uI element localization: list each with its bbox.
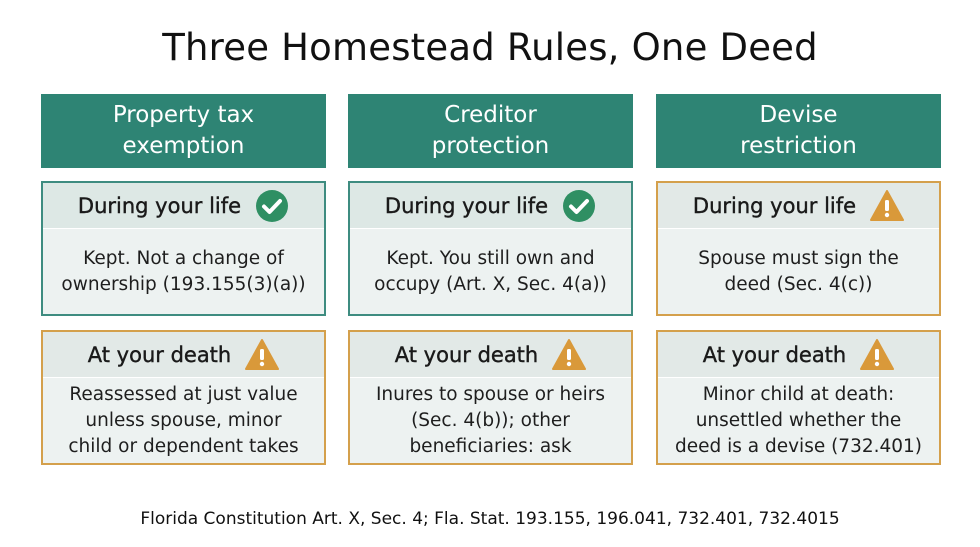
card-body <box>43 378 324 464</box>
column-header-line: protection <box>431 133 550 159</box>
card-heading <box>350 183 631 229</box>
card-heading <box>658 183 939 229</box>
column-devise-restriction <box>656 94 941 457</box>
warning-triangle-icon <box>860 338 894 372</box>
during-life-card <box>348 181 633 316</box>
check-circle-icon <box>562 189 596 223</box>
card-body <box>350 229 631 315</box>
column-header-line: Property tax <box>112 102 255 128</box>
footer-citation: Florida Constitution Art. X, Sec. 4; Fla. Stat. 193.155, 196.041, 732.401, 732.4015 <box>140 509 840 529</box>
card-body <box>43 229 324 315</box>
card-body-line: ownership (193.155(3)(a)) <box>61 274 306 295</box>
warning-triangle-icon <box>245 338 279 372</box>
card-body <box>658 378 939 464</box>
card-body-line: unless spouse, minor <box>85 410 282 431</box>
column-property-tax-exemption <box>41 94 326 457</box>
card-body-line: Minor child at death: <box>702 384 895 405</box>
card-body-line: deed (Sec. 4(c)) <box>724 274 873 295</box>
column-header <box>41 94 326 168</box>
card-body <box>658 229 939 315</box>
card-body-line: Spouse must sign the <box>698 248 899 269</box>
card-heading-label: During your life <box>77 193 242 218</box>
during-life-card <box>41 181 326 316</box>
warning-triangle-icon <box>552 338 586 372</box>
at-death-card <box>656 330 941 465</box>
card-heading <box>350 332 631 378</box>
at-death-card <box>348 330 633 465</box>
card-body-line: occupy (Art. X, Sec. 4(a)) <box>374 274 607 295</box>
at-death-card <box>41 330 326 465</box>
card-body-line: (Sec. 4(b)); other <box>411 410 570 431</box>
card-heading-label: At your death <box>702 342 847 367</box>
card-heading-label: During your life <box>384 193 549 218</box>
card-heading <box>658 332 939 378</box>
card-body <box>350 378 631 464</box>
card-heading-label: At your death <box>87 342 232 367</box>
card-heading-label: At your death <box>394 342 539 367</box>
card-body-line: child or dependent takes <box>68 436 299 457</box>
page-title: Three Homestead Rules, One Deed <box>162 26 818 69</box>
card-body-line: Inures to spouse or heirs <box>375 384 606 405</box>
warning-triangle-icon <box>870 189 904 223</box>
card-body-line: Kept. You still own and <box>386 248 595 269</box>
during-life-card <box>656 181 941 316</box>
check-circle-icon <box>255 189 289 223</box>
column-header-line: Devise <box>759 102 838 128</box>
column-creditor-protection <box>348 94 633 457</box>
column-header-line: exemption <box>122 133 245 159</box>
card-body-line: beneficiaries: ask <box>409 436 572 457</box>
card-body-line: unsettled whether the <box>695 410 902 431</box>
card-heading <box>43 183 324 229</box>
card-heading-label: During your life <box>692 193 857 218</box>
column-header <box>656 94 941 168</box>
column-header-line: restriction <box>740 133 857 159</box>
card-heading <box>43 332 324 378</box>
card-body-line: Kept. Not a change of <box>83 248 284 269</box>
column-header-line: Creditor <box>444 102 537 128</box>
card-body-line: Reassessed at just value <box>69 384 298 405</box>
card-body-line: deed is a devise (732.401) <box>674 436 923 457</box>
column-header <box>348 94 633 168</box>
